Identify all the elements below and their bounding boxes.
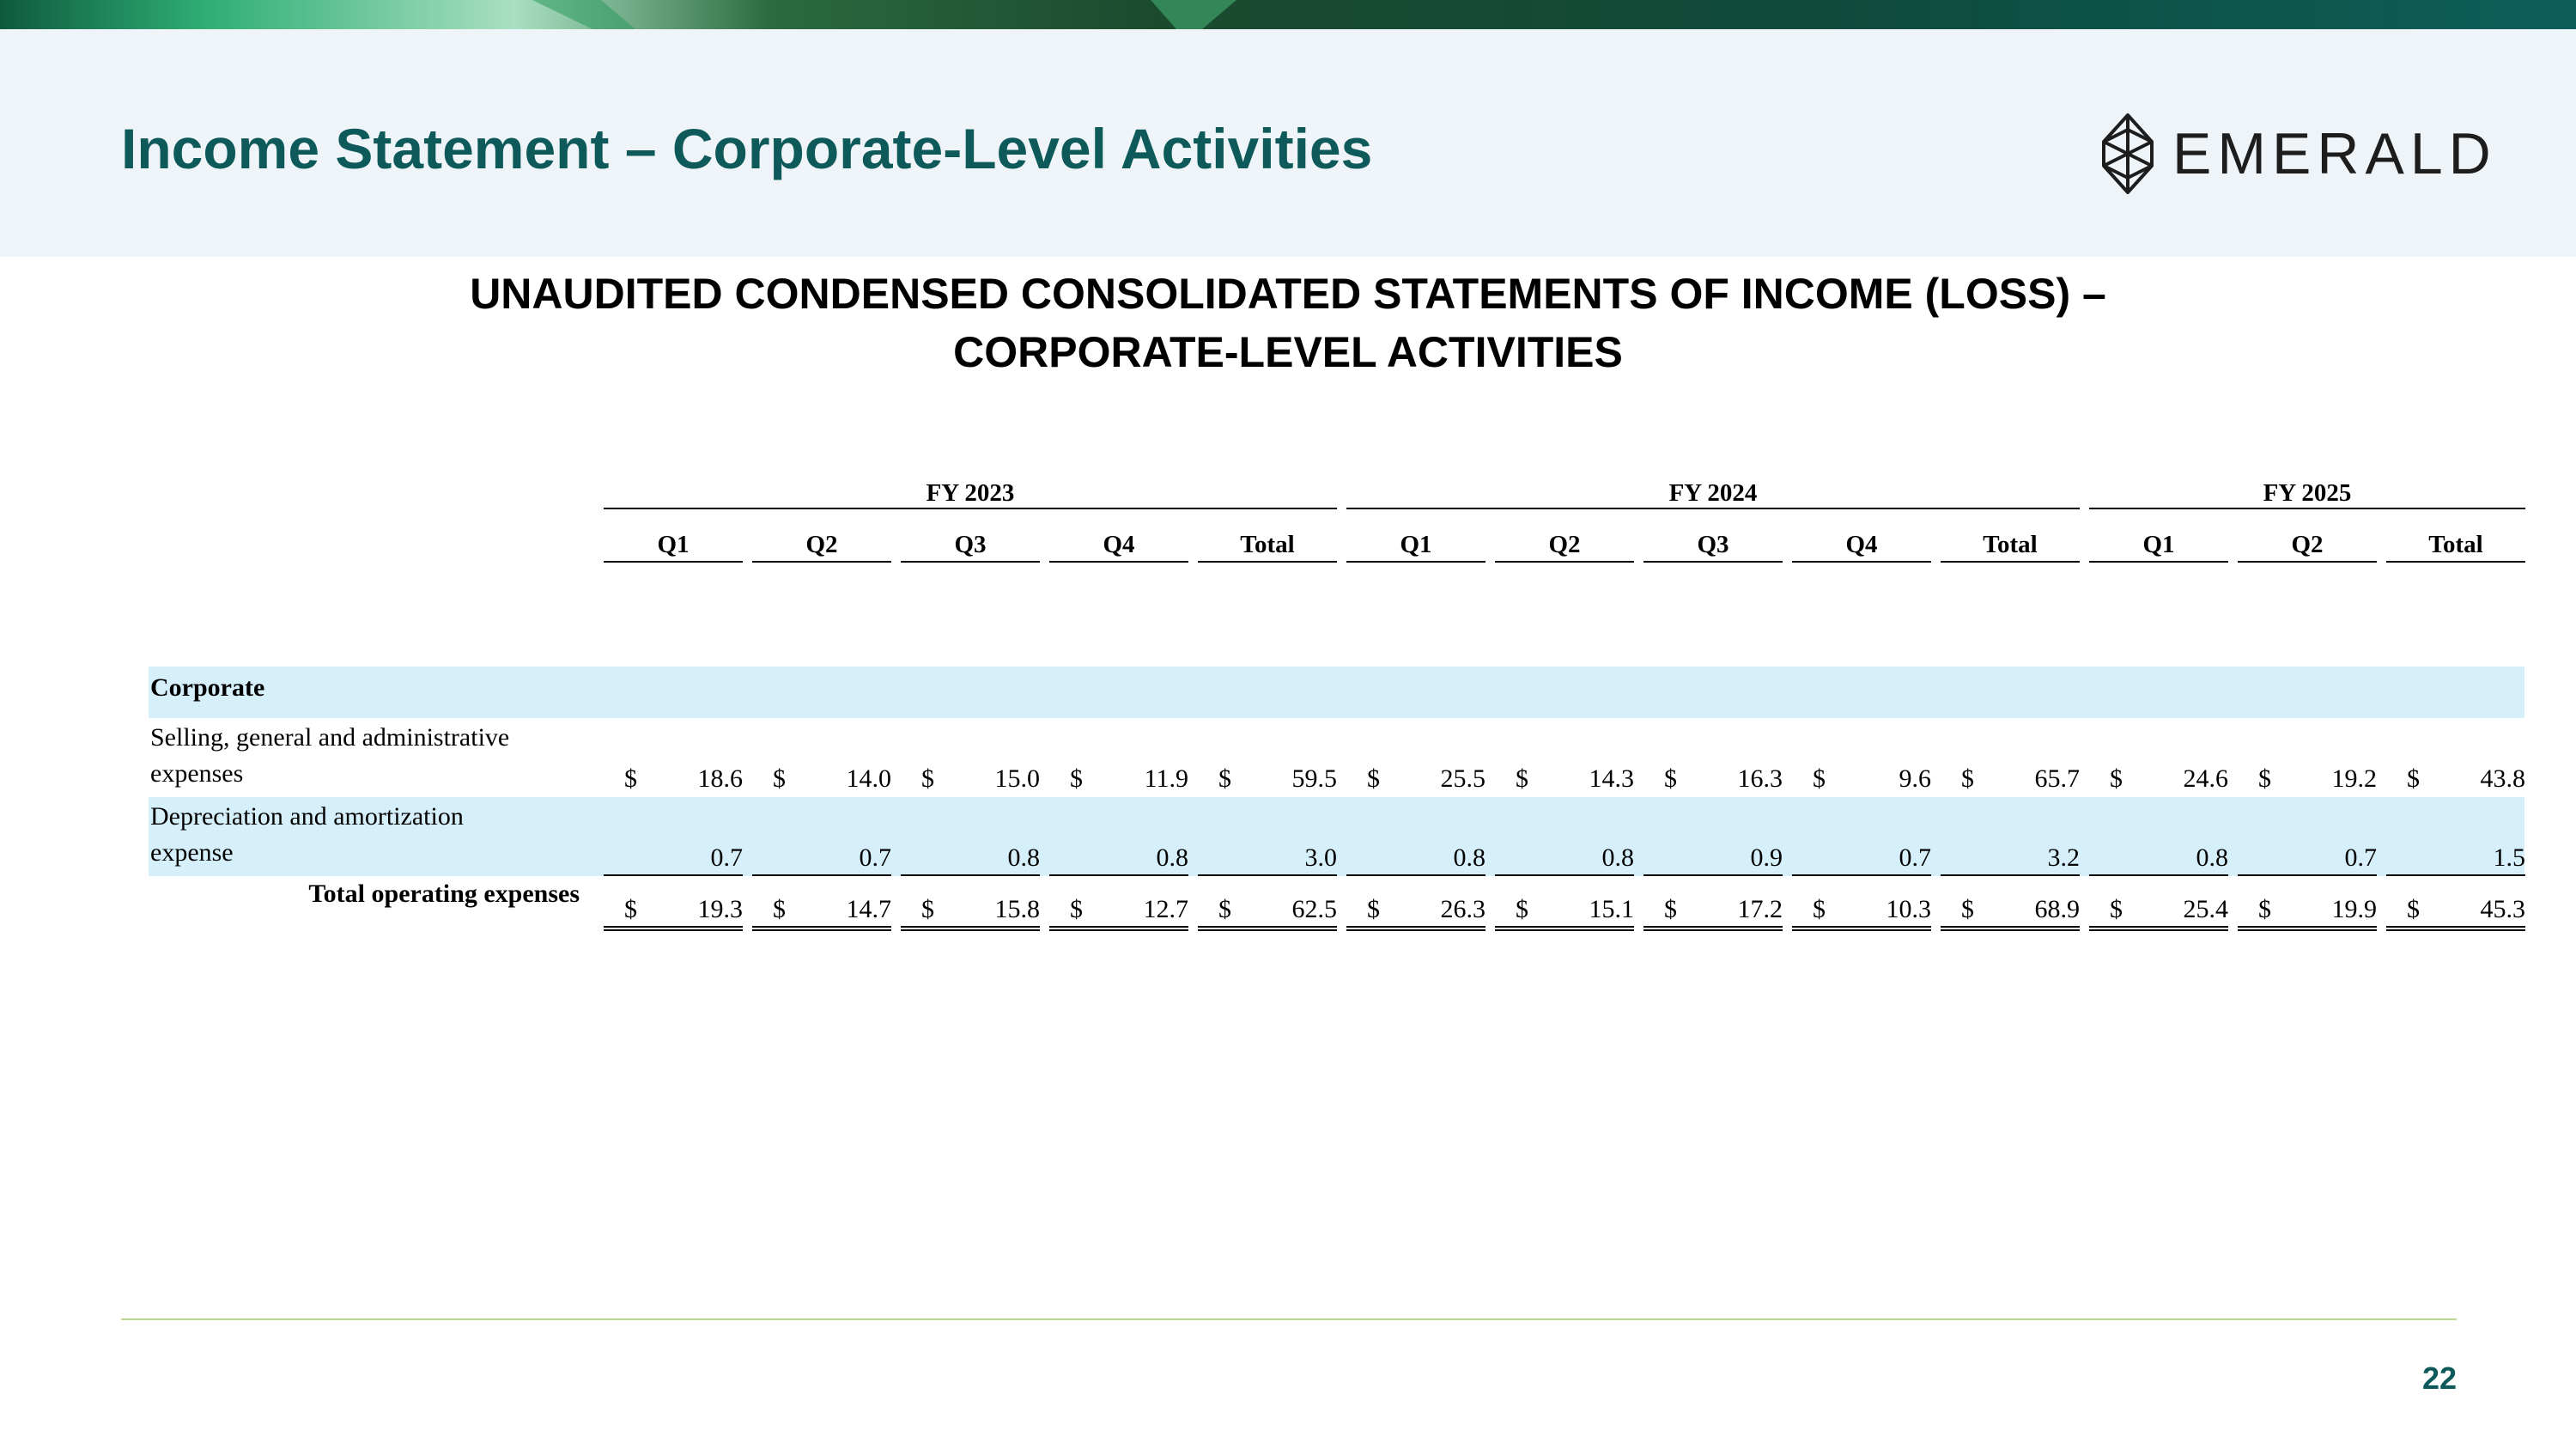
table-cell xyxy=(2089,763,2228,795)
column-header: Q1 xyxy=(657,531,690,558)
table-cell xyxy=(1346,763,1485,795)
currency-symbol: $ xyxy=(773,764,786,793)
table-cell xyxy=(901,893,1040,931)
cell-value: 15.0 xyxy=(994,764,1040,793)
fiscal-year-header: FY 2023 xyxy=(926,479,1015,507)
row-label: Total operating expenses xyxy=(308,880,580,908)
table-cell xyxy=(604,893,743,931)
statement-heading-line-2: CORPORATE-LEVEL ACTIVITIES xyxy=(953,328,1623,376)
fiscal-year-rule xyxy=(1346,508,2080,509)
table-cell xyxy=(1198,763,1337,795)
row-label: expenses xyxy=(150,759,244,788)
cell-value: 10.3 xyxy=(1886,895,1931,923)
table-cell xyxy=(901,763,1040,795)
table-cell xyxy=(2238,893,2377,931)
column-header-rule xyxy=(1792,561,1931,563)
currency-symbol: $ xyxy=(921,895,934,923)
cell-value: 0.9 xyxy=(1750,843,1783,872)
table-cell xyxy=(1941,893,2080,931)
cell-value: 3.2 xyxy=(2047,843,2080,872)
cell-value: 0.7 xyxy=(859,843,891,872)
cell-value: 15.1 xyxy=(1589,895,1634,923)
currency-symbol: $ xyxy=(1070,764,1083,793)
column-header-rule xyxy=(901,561,1040,563)
currency-symbol: $ xyxy=(2110,764,2123,793)
cell-value: 14.0 xyxy=(846,764,891,793)
table-cell xyxy=(1643,842,1783,876)
column-header: Q1 xyxy=(1400,531,1432,558)
statement-heading xyxy=(0,265,2576,381)
table-cell xyxy=(1049,842,1188,876)
column-header: Q3 xyxy=(1697,531,1729,558)
column-header-rule xyxy=(2089,561,2228,563)
currency-symbol: $ xyxy=(1516,895,1528,923)
column-header: Q4 xyxy=(1103,531,1135,558)
currency-symbol: $ xyxy=(1961,895,1974,923)
table-cell xyxy=(1792,763,1931,795)
cell-value: 45.3 xyxy=(2480,895,2525,923)
table-cell xyxy=(1792,893,1931,931)
cell-value: 0.8 xyxy=(1453,843,1485,872)
currency-symbol: $ xyxy=(2407,895,2420,923)
currency-symbol: $ xyxy=(1961,764,1974,793)
table-cell xyxy=(901,842,1040,876)
fiscal-year-rule xyxy=(2089,508,2525,509)
column-header-rule xyxy=(2386,561,2525,563)
currency-symbol: $ xyxy=(1813,764,1826,793)
column-header-rule xyxy=(1941,561,2080,563)
cell-value: 0.7 xyxy=(710,843,743,872)
currency-symbol: $ xyxy=(1516,764,1528,793)
top-decorative-band xyxy=(0,0,2576,29)
column-header-rule xyxy=(1346,561,1485,563)
section-band xyxy=(149,667,2524,718)
row-label: Depreciation and amortization xyxy=(150,802,464,831)
currency-symbol: $ xyxy=(1664,764,1677,793)
column-header-rule xyxy=(604,561,743,563)
statement-heading-line-1: UNAUDITED CONDENSED CONSOLIDATED STATEMENTS OF INCOME (LOSS) – xyxy=(470,270,2106,318)
row-label: expense xyxy=(150,838,234,867)
column-header: Q1 xyxy=(2142,531,2175,558)
cell-value: 15.8 xyxy=(994,895,1040,923)
currency-symbol: $ xyxy=(1367,764,1380,793)
cell-value: 0.8 xyxy=(2196,843,2228,872)
currency-symbol: $ xyxy=(1070,895,1083,923)
table-cell xyxy=(1495,842,1634,876)
table-cell xyxy=(1049,763,1188,795)
emerald-logo xyxy=(2100,110,2497,198)
cell-value: 3.0 xyxy=(1304,843,1337,872)
page-number: 22 xyxy=(2421,1361,2457,1396)
cell-value: 59.5 xyxy=(1291,764,1337,793)
table-cell xyxy=(752,842,891,876)
row-label: Selling, general and administrative xyxy=(150,723,510,752)
table-cell xyxy=(1941,763,2080,795)
column-header: Total xyxy=(1240,531,1295,558)
column-header: Q2 xyxy=(805,531,838,558)
currency-symbol: $ xyxy=(2258,764,2271,793)
cell-value: 12.7 xyxy=(1143,895,1188,923)
column-header-rule xyxy=(1049,561,1188,563)
cell-value: 9.6 xyxy=(1899,764,1931,793)
table-cell xyxy=(1495,893,1634,931)
cell-value: 0.7 xyxy=(1899,843,1931,872)
cell-value: 14.7 xyxy=(846,895,891,923)
fiscal-year-header: FY 2024 xyxy=(1668,479,1758,507)
fiscal-year-rule xyxy=(604,508,1337,509)
column-header-rule xyxy=(1495,561,1634,563)
table-cell xyxy=(752,763,891,795)
slide-title: Income Statement – Corporate-Level Activities xyxy=(121,117,1373,180)
table-cell xyxy=(604,842,743,876)
cell-value: 0.7 xyxy=(2344,843,2377,872)
cell-value: 18.6 xyxy=(697,764,743,793)
currency-symbol: $ xyxy=(921,764,934,793)
column-header: Total xyxy=(1983,531,2038,558)
cell-value: 62.5 xyxy=(1291,895,1337,923)
cell-value: 19.3 xyxy=(697,895,743,923)
currency-symbol: $ xyxy=(1367,895,1380,923)
column-header-rule xyxy=(2238,561,2377,563)
cell-value: 24.6 xyxy=(2183,764,2228,793)
fiscal-year-header: FY 2025 xyxy=(2263,479,2352,507)
currency-symbol: $ xyxy=(624,895,637,923)
cell-value: 0.8 xyxy=(1007,843,1040,872)
column-header: Total xyxy=(2428,531,2483,558)
logo-wordmark: EMERALD xyxy=(2172,121,2497,186)
cell-value: 43.8 xyxy=(2480,764,2525,793)
cell-value: 0.8 xyxy=(1156,843,1188,872)
cell-value: 19.9 xyxy=(2331,895,2377,923)
column-header: Q4 xyxy=(1845,531,1878,558)
table-cell xyxy=(1495,763,1634,795)
footer-rule xyxy=(121,1318,2457,1320)
cell-value: 26.3 xyxy=(1440,895,1485,923)
cell-value: 19.2 xyxy=(2331,764,2377,793)
cell-value: 68.9 xyxy=(2034,895,2080,923)
currency-symbol: $ xyxy=(1218,895,1231,923)
currency-symbol: $ xyxy=(2110,895,2123,923)
table-cell xyxy=(1198,893,1337,931)
cell-value: 1.5 xyxy=(2493,843,2525,872)
section-label: Corporate xyxy=(150,673,265,702)
currency-symbol: $ xyxy=(1813,895,1826,923)
currency-symbol: $ xyxy=(1218,764,1231,793)
table-cell xyxy=(2238,763,2377,795)
table-cell xyxy=(1643,893,1783,931)
column-header-rule xyxy=(1198,561,1337,563)
table-cell xyxy=(1049,893,1188,931)
table-cell xyxy=(752,893,891,931)
table-cell xyxy=(1941,842,2080,876)
currency-symbol: $ xyxy=(2258,895,2271,923)
cell-value: 65.7 xyxy=(2034,764,2080,793)
table-cell xyxy=(1198,842,1337,876)
cell-value: 25.4 xyxy=(2183,895,2228,923)
cell-value: 16.3 xyxy=(1737,764,1783,793)
table-cell xyxy=(2089,893,2228,931)
table-cell xyxy=(2089,842,2228,876)
currency-symbol: $ xyxy=(1664,895,1677,923)
table-cell xyxy=(1346,842,1485,876)
currency-symbol: $ xyxy=(2407,764,2420,793)
table-cell xyxy=(2386,893,2525,931)
table-cell xyxy=(1643,763,1783,795)
currency-symbol: $ xyxy=(773,895,786,923)
table-cell xyxy=(2386,842,2525,876)
cell-value: 11.9 xyxy=(1144,764,1188,793)
cell-value: 17.2 xyxy=(1737,895,1783,923)
column-header-rule xyxy=(752,561,891,563)
column-header: Q2 xyxy=(1548,531,1581,558)
table-cell xyxy=(1792,842,1931,876)
table-cell xyxy=(604,763,743,795)
cell-value: 0.8 xyxy=(1601,843,1634,872)
column-header-rule xyxy=(1643,561,1783,563)
table-cell xyxy=(2386,763,2525,795)
cell-value: 14.3 xyxy=(1589,764,1634,793)
currency-symbol: $ xyxy=(624,764,637,793)
cell-value: 25.5 xyxy=(1440,764,1485,793)
table-cell xyxy=(1346,893,1485,931)
column-header: Q3 xyxy=(954,531,987,558)
emerald-gem-icon xyxy=(2100,113,2155,195)
column-header: Q2 xyxy=(2291,531,2324,558)
table-cell xyxy=(2238,842,2377,876)
